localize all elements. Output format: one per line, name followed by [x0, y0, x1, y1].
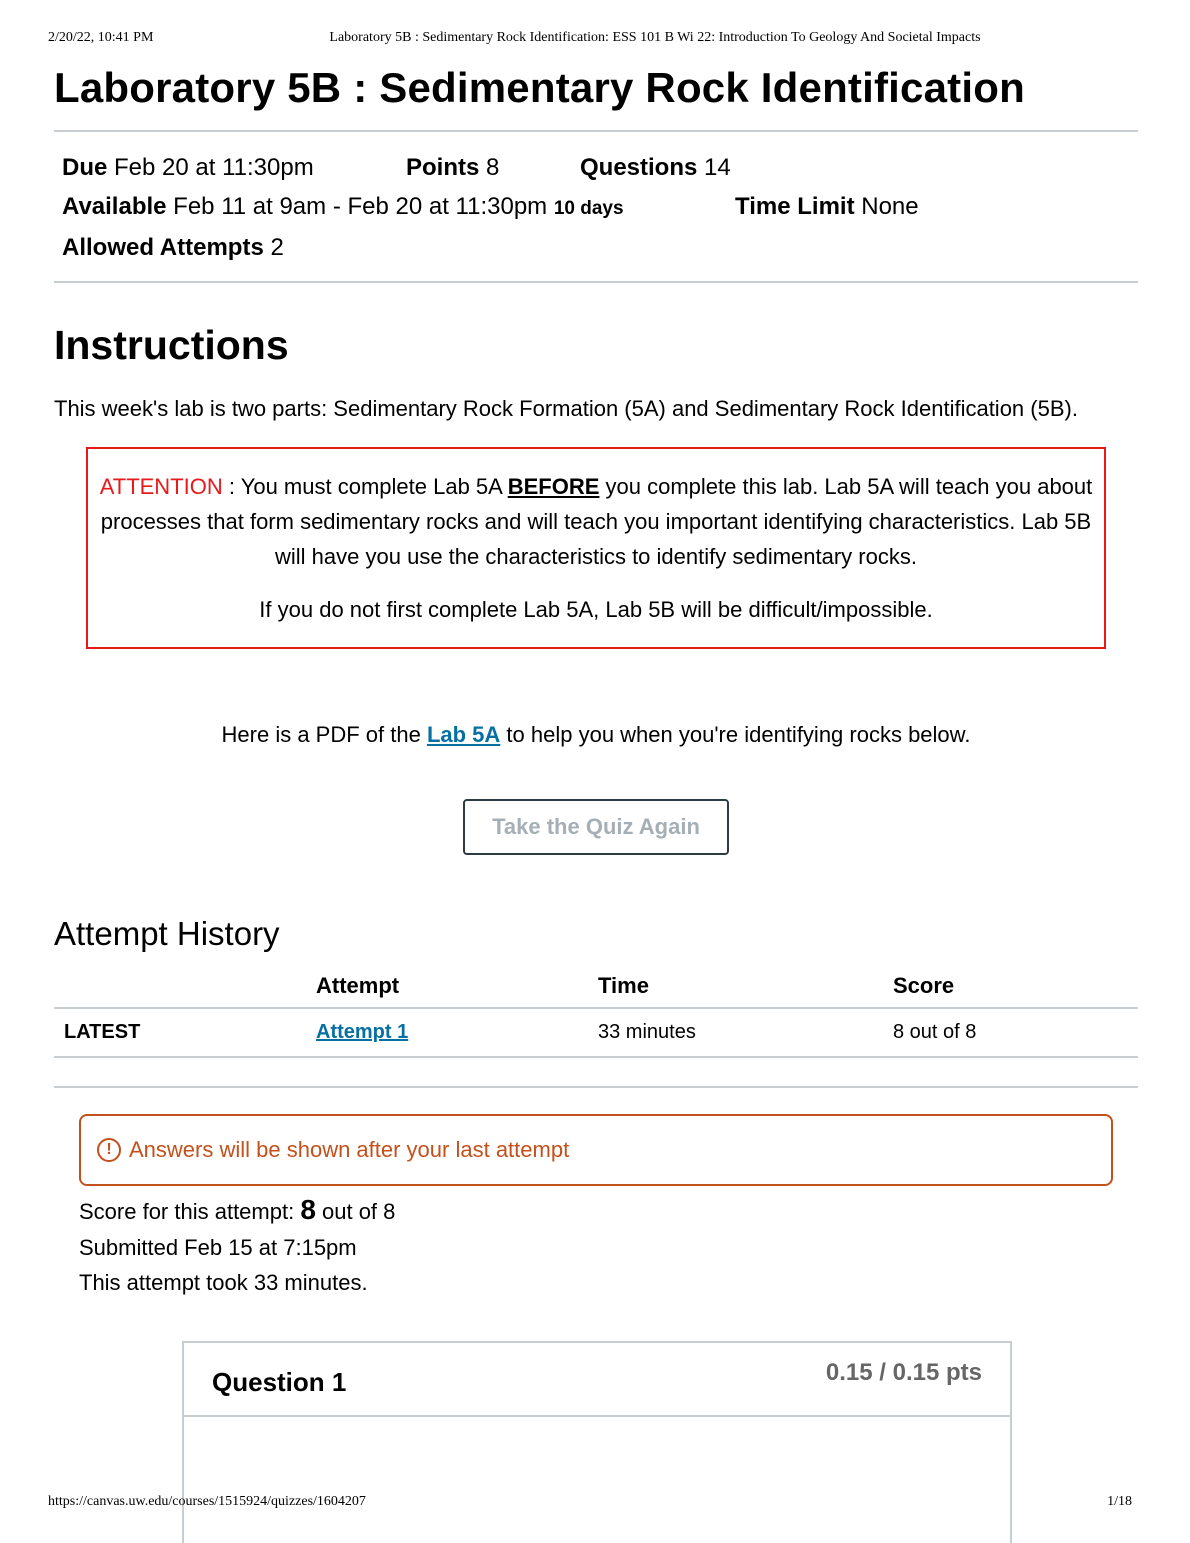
attempt-score: 8 out of 8	[883, 1008, 1138, 1057]
attention-part2: you complete this lab. Lab 5A will teach you about processes that form sedimentary rocks and will teach you important identifying characteristics. Lab 5B will have you use the characteristics to identify sedimentary rocks.	[100, 474, 1093, 569]
quiz-details	[54, 132, 1138, 281]
notice-text: Answers will be shown after your last attempt	[129, 1137, 570, 1162]
instructions-intro: This week's lab is two parts: Sedimentary Rock Formation (5A) and Sedimentary Rock Identification (5B).	[54, 396, 1078, 421]
divider	[54, 281, 1138, 283]
details-row-1	[62, 148, 1130, 187]
print-header	[48, 30, 1142, 50]
attempt-time: 33 minutes	[588, 1008, 883, 1057]
column-header-blank	[54, 967, 306, 1008]
available-label: Available	[62, 193, 167, 220]
answers-notice	[79, 1114, 1113, 1186]
time-limit-value: None	[861, 193, 919, 220]
points-value: 8	[486, 154, 500, 181]
available-info	[62, 187, 735, 228]
attempt-history-heading: Attempt History	[54, 915, 280, 952]
latest-tag: LATEST	[54, 1008, 306, 1057]
question-points: 0.15 / 0.15 pts	[825, 1359, 982, 1386]
due-info	[62, 148, 406, 187]
attention-text	[98, 469, 1094, 574]
print-page-number: 1/18	[1107, 1494, 1132, 1509]
table-row	[54, 1008, 1138, 1057]
submitted-line: Submitted Feb 15 at 7:15pm	[79, 1235, 357, 1260]
score-value: 8	[300, 1194, 316, 1225]
instructions-heading: Instructions	[54, 322, 289, 368]
details-row-2	[62, 187, 1130, 228]
column-header-time: Time	[588, 967, 883, 1008]
due-label: Due	[62, 154, 108, 181]
question-header	[184, 1343, 1010, 1417]
attention-label: ATTENTION	[99, 474, 223, 499]
time-limit-info	[735, 187, 919, 226]
page-title: Laboratory 5B : Sedimentary Rock Identification	[54, 64, 1025, 111]
question-title: Question 1	[212, 1367, 347, 1397]
duration-line: This attempt took 33 minutes.	[79, 1270, 368, 1295]
points-label: Points	[406, 154, 480, 181]
alert-circle-icon: !	[97, 1138, 121, 1162]
questions-label: Questions	[580, 154, 698, 181]
score-suffix: out of 8	[315, 1199, 396, 1224]
print-datetime: 2/20/22, 10:41 PM	[48, 30, 154, 45]
lab-5a-link[interactable]: Lab 5A	[426, 722, 501, 747]
attempt-summary	[79, 1194, 1138, 1300]
attention-box	[86, 447, 1106, 649]
time-limit-label: Time Limit	[735, 193, 855, 220]
print-footer	[48, 1494, 1142, 1514]
print-title: Laboratory 5B : Sedimentary Rock Identification: ESS 101 B Wi 22: Introduction To Geology And Societal Impacts	[329, 30, 981, 45]
score-prefix: Score for this attempt:	[79, 1199, 301, 1224]
attention-before: BEFORE	[507, 474, 600, 499]
details-row-3	[62, 228, 1130, 267]
attempt-history-table	[54, 967, 1138, 1058]
available-duration: 10 days	[553, 198, 624, 219]
take-quiz-again-button[interactable]: Take the Quiz Again	[463, 799, 729, 855]
attempt-1-link[interactable]: Attempt 1	[316, 1021, 409, 1043]
questions-value: 14	[704, 154, 731, 181]
pdf-suffix: to help you when you're identifying rocks below.	[500, 722, 971, 747]
retake-wrap	[54, 799, 1138, 855]
due-value: Feb 20 at 11:30pm	[114, 154, 314, 181]
pdf-line	[54, 719, 1138, 751]
score-line	[79, 1194, 1138, 1228]
available-value: Feb 11 at 9am - Feb 20 at 11:30pm	[173, 193, 548, 220]
points-info	[406, 148, 580, 187]
attempts-label: Allowed Attempts	[62, 234, 264, 261]
print-url: https://canvas.uw.edu/courses/1515924/quizzes/1604207	[48, 1494, 366, 1509]
attention-note: If you do not first complete Lab 5A, Lab 5B will be difficult/impossible.	[259, 597, 933, 622]
table-header-row	[54, 967, 1138, 1008]
column-header-score: Score	[883, 967, 1138, 1008]
divider	[54, 1086, 1138, 1088]
attention-part1: : You must complete Lab 5A	[222, 474, 508, 499]
column-header-attempt: Attempt	[306, 967, 588, 1008]
questions-info	[580, 148, 731, 187]
quiz-content	[54, 62, 1138, 1300]
attempts-value: 2	[270, 234, 284, 261]
pdf-prefix: Here is a PDF of the	[221, 722, 427, 747]
